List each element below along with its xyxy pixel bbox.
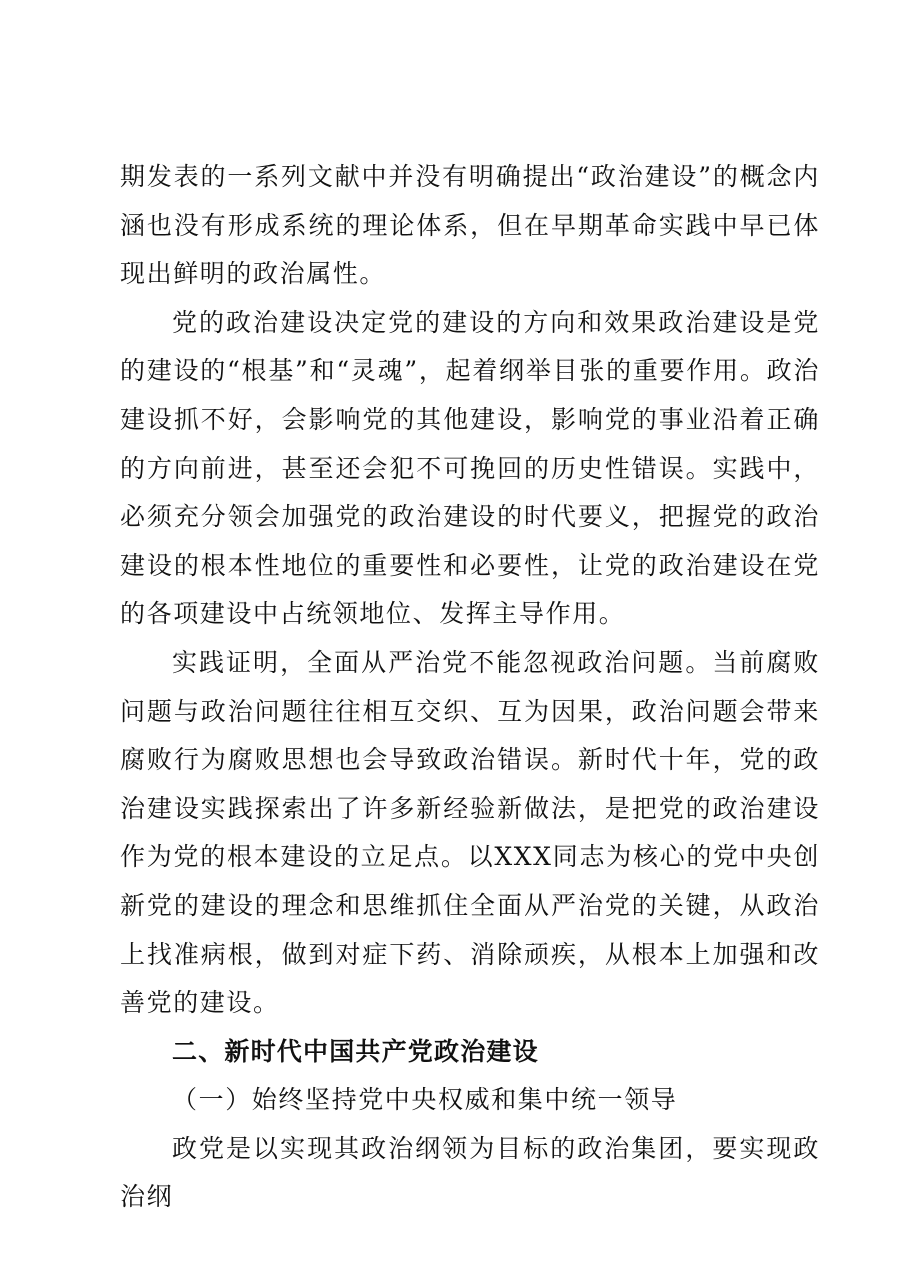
paragraph-continuation: 期发表的一系列文献中并没有明确提出“政治建设”的概念内涵也没有形成系统的理论体系，但在早期革命实践中早已体现出鲜明的政治属性。	[120, 162, 820, 289]
paragraph-political-construction: 党的政治建设决定党的建设的方向和效果政治建设是党的建设的“根基”和“灵魂”，起着纲举目张的重要作用。政治建设抓不好，会影响党的其他建设，影响党的事业沿着正确的方向前进，甚至还会犯不可挽回的历史性错误。实践中，必须充分领会加强党的政治建设的时代要义，把握党的政治建设的根本性地位的重要性和必要性，让党的政治建设在党的各项建设中占统领地位、发挥主导作用。	[120, 307, 820, 629]
subsection-heading: （一）始终坚持党中央权威和集中统一领导	[172, 1085, 678, 1115]
paragraph-party-definition: 政党是以实现其政治纲领为目标的政治集团，要实现政治纲	[120, 1133, 820, 1212]
paragraph-practice-proof: 实践证明，全面从严治党不能忽视政治问题。当前腐败问题与政治问题往往相互交织、互为因果，政治问题会带来腐败行为腐败思想也会导致政治错误。新时代十年，党的政治建设实践探索出了许多新经验新做法，是把党的政治建设作为党的根本建设的立足点。以XXX同志为核心的党中央创新党的建设的理念和思维抓住全面从严治党的关键，从政治上找准病根，做到对症下药、消除顽疾，从根本上加强和改善党的建设。	[120, 647, 820, 1018]
document-body	[120, 153, 820, 1222]
section-heading: 二、新时代中国共产党政治建设	[172, 1036, 539, 1066]
